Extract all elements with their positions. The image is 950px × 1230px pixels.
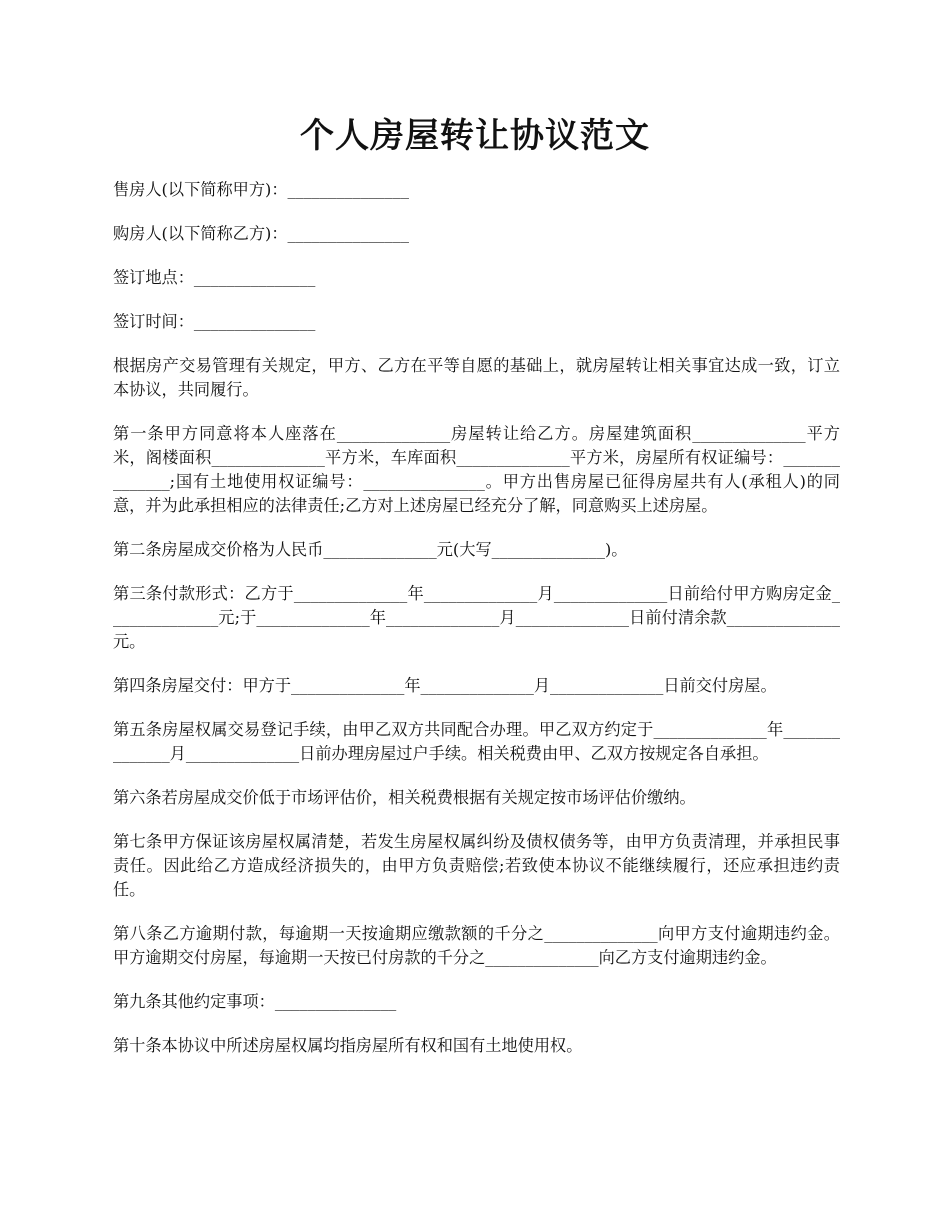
article-6-paragraph: 第六条若房屋成交价低于市场评估价，相关税费根据有关规定按市场评估价缴纳。 — [113, 788, 696, 807]
buyer-line: 购房人(以下简称乙方)：_______________ — [113, 224, 409, 243]
article-8-paragraph: 第八条乙方逾期付款，每逾期一天按逾期应缴款额的千分之______________向甲方支付逾期违约金。甲方逾期交付房屋，每逾期一天按已付房款的千分之______________向乙方支付逾期违约金。 — [113, 924, 840, 967]
article-9-paragraph: 第九条其他约定事项：_______________ — [113, 992, 397, 1011]
article-4-paragraph: 第四条房屋交付：甲方于______________年______________月______________日前交付房屋。 — [113, 676, 777, 695]
article-7-paragraph: 第七条甲方保证该房屋权属清楚，若发生房屋权属纠纷及债权债务等，由甲方负责清理，并承担民事责任。因此给乙方造成经济损失的，由甲方负责赔偿;若致使本协议不能继续履行，还应承担违约责任。 — [113, 832, 840, 899]
document-title: 个人房屋转让协议范文 — [300, 116, 650, 156]
signing-time-line: 签订时间：_______________ — [113, 312, 316, 331]
article-10-paragraph: 第十条本协议中所述房屋权属均指房屋所有权和国有土地使用权。 — [113, 1036, 583, 1055]
seller-line: 售房人(以下简称甲方)：_______________ — [113, 180, 409, 199]
article-1-paragraph: 第一条甲方同意将本人座落在______________房屋转让给乙方。房屋建筑面积______________平方米，阁楼面积______________平方米，车库面积______________平方米，房屋所有权证编号：______________;国有土地使用权证编号：_______________。甲方出售房屋已征得房屋共有人(承租人)的同意，并为此承担相应的法律责任;乙方对上述房屋已经充分了解，同意购买上述房屋。 — [113, 424, 840, 515]
article-3-paragraph: 第三条付款形式：乙方于______________年______________月______________日前给付甲方购房定金______________元;于______________年______________月______________日前付清余款______________元。 — [113, 584, 840, 651]
preamble-paragraph: 根据房产交易管理有关规定，甲方、乙方在平等自愿的基础上，就房屋转让相关事宜达成一致，订立本协议，共同履行。 — [113, 356, 840, 399]
document-body — [113, 178, 840, 1078]
article-5-paragraph: 第五条房屋权属交易登记手续，由甲乙双方共同配合办理。甲乙双方约定于______________年______________月______________日前办理房屋过户手续。相关税费由甲、乙双方按规定各自承担。 — [113, 720, 840, 763]
signing-place-line: 签订地点：_______________ — [113, 268, 316, 287]
article-2-paragraph: 第二条房屋成交价格为人民币______________元(大写______________)。 — [113, 540, 628, 559]
